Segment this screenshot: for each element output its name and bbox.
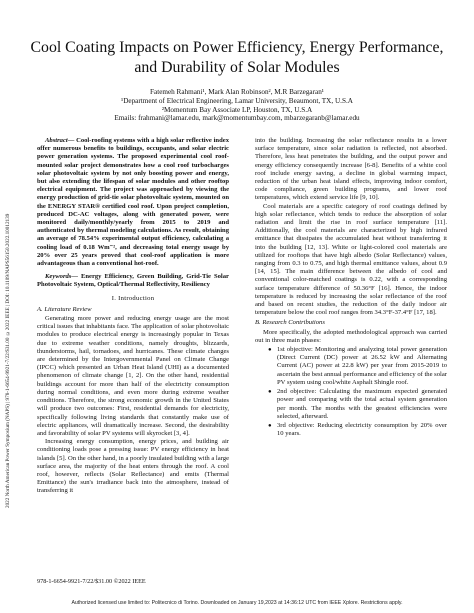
list-item-text: 1st objective: Monitoring and analyzing total power generation (Direct Current (DC) power at 26.52 kW and Alternating Current (AC) power at 22.8 kW) per year from 2015-2019 to ascertain the best annual performance and efficiency of the solar PV system using cool/white Asphalt Shingle roof.: [277, 346, 447, 386]
paragraph: into the building. Increasing the solar reflectance results in a lower surface temperature, since solar radiation is reflected, not absorbed. Therefore, less heat penetrates the building, and the output power and energy efficiency consequently increase [6-8]. Benefits of a white cool roof include energy saving, a decline in global warming impact, reduction of the urban heat island effects, improving indoor comfort, code compliance, green building programs, and lower roof temperatures, which extend service life [9, 10].: [255, 137, 447, 202]
subsection-heading-research-contributions: B. Research Contributions: [255, 319, 325, 327]
license-notice: Authorized licensed use limited to: Politecnico di Torino. Downloaded on January 19,2023 at 14:36:12 UTC from IEEE Xplore. Restrictions apply.: [71, 600, 403, 606]
list-item: [268, 388, 447, 421]
subsection-heading-literature-review: A. Literature Review: [37, 305, 92, 313]
paragraph: Cool materials are a specific category of roof coatings defined by high solar reflectance, which tends to reduce the absorption of solar radiation and limit the rise in roof surface temperature [11]. Additionally, the cool materials are characterized by high infrared emittance that dissipates the accumulated heat without transferring it into the building [12, 13]. White or light-colored cool materials are utilized for rooftops that have high albedo (Solar Reflectance) values, ranging from 0.3 to 0.75, and high thermal emittance values, about 0.9 [14, 15]. The main difference between the albedo of cool and conventional color-matched coatings is 0.22, with a corresponding surface temperature difference of 50.36°F [16]. Hence, the indoor temperature is reduced by increasing the solar reflectance of the roof and based on recent studies, the reduction of the daily indoor air temperature below the cool roof ranges from 34.3°F-37.4°F [17, 18].: [255, 202, 447, 317]
affiliation-2: ²Momentum Bay Associate LP, Houston, TX, U.S.A: [161, 105, 313, 114]
bullet-icon: ●: [268, 347, 272, 354]
keywords: [37, 273, 229, 289]
section-heading-introduction: I. Introduction: [111, 294, 155, 302]
author-block: [30, 88, 444, 123]
author-emails: Emails: frahmani@lamar.edu, mark@momentumbay.com, mbarzegaranb@lamar.edu: [114, 114, 360, 123]
list-item-text: 3rd objective: Reducing electricity consumption by 20% over 10 years.: [277, 421, 447, 438]
copyright-footer: 978-1-6654-9921-7/22/$31.00 ©2022 IEEE: [37, 578, 146, 585]
paragraph: Generating more power and reducing energy usage are the most critical issues that inhabitants face. The application of solar photovoltaic modules to produce electrical energy is increasingly popular in Texas due to extreme weather conditions, namely droughts, blizzards, thunderstorms, hail, tornadoes, and hurricanes. These climate changes are determined by the Intergovernmental Panel on Climate Change (IPCC) which presented an Urban Heat Island (UHI) as a documented phenomenon of climate change [1, 2]. On the other hand, residential buildings account for more than half of the electricity consumption during normal conditions, and even more during extreme weather conditions. Therefore, the strong economic growth in the United States will produce two outcomes: First, residential demands for electricity, specifically following living standards that constantly make use of electric appliances, will dramatically increase. Second, the desirability and favorability of solar PV systems will skyrocket [3, 4].: [37, 315, 229, 437]
keywords-text: Energy Efficiency, Green Building, Grid-Tie Solar Photovoltaic System, Optical/Thermal Reflectivity, Resiliency: [37, 273, 229, 289]
list-item: [268, 346, 447, 387]
abstract-text: Cool-roofing systems with a high solar reflective index offer numerous benefits to buildings, occupants, and solar electric power generation systems. The proposed experimental cool roof-mounted solar project demonstrates how a cool roof turbocharges solar photovoltaic system by not only boosting power and energy, but also extending the lifespan of solar modules and other rooftop electrical equipment. The project was approached by viewing the energy production of grid-tie solar photovoltaic system, mounted on the ENERGY STAR® certified cool roof. Upon project completion, produced DC-AC voltages, along with generated power, were monitored daily/monthly/yearly from 2015 to 2019 and authenticated by thermal modeling calculations. As result, obtaining an average of 78.54% experimental output efficiency, calculating a cooling load of 0.18 Wm⁻², and decreasing total energy usage by 20% over 25 years proved that cool-roof application is more advantageous than a conventional hot-roof.: [37, 137, 229, 268]
bullet-icon: ●: [268, 389, 272, 396]
paragraph: Increasing energy consumption, energy prices, and building air conditioning loads pose a pressing issue: PV energy efficiency in heat islands [5]. On the other hand, in a poorly insulated building with a large surface area, the majority of the heat enters through the roof. A cool roof, however, reflects (Solar Reflectance) and emits (Thermal Emittance) the sun's irradiance back into the atmosphere, instead of transferring it: [37, 438, 229, 495]
contribution-list: [255, 346, 447, 438]
bullet-icon: ●: [268, 422, 272, 429]
keywords-label: Keywords—: [45, 273, 78, 281]
publication-sidebar: 2022 North American Power Symposium (NAPS) | 978-1-6654-9921-7/22/$31.00 ©2022 IEEE | DOI: 10.1109/NAPS56150.2022.10012139: [5, 213, 11, 508]
paper-title: Cool Coating Impacts on Power Efficiency, Energy Performance, and Durability of Solar Modules: [30, 39, 444, 76]
right-column: [255, 137, 447, 439]
author-names: Fatemeh Rahmani¹, Mark Alan Robinson², M.R Barzegaran¹: [150, 88, 324, 96]
left-column: [37, 137, 229, 496]
paragraph: More specifically, the adopted methodological approach was carried out in three main phases:: [255, 328, 447, 344]
affiliation-1: ¹Department of Electrical Engineering, Lamar University, Beaumont, TX, U.S.A: [121, 96, 353, 105]
list-item: [268, 421, 447, 438]
abstract: [37, 137, 229, 268]
list-item-text: 2nd objective: Calculating the maximum expected generated power and comparing with the total actual system generation per month. The months with the greatest efficiencies were selected, afterward.: [277, 388, 447, 420]
abstract-label: Abstract—: [45, 137, 75, 144]
